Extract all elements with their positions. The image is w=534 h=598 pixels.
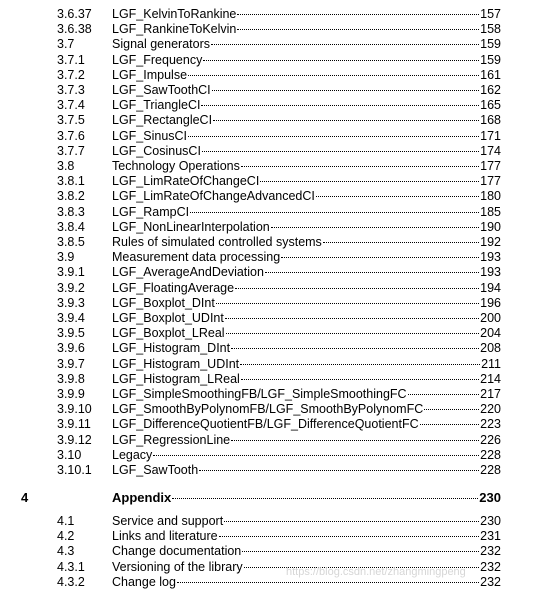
toc-entry-number: 3.9.1 (57, 265, 85, 280)
toc-entry-page: 168 (480, 113, 501, 128)
toc-entry-title: LGF_Boxplot_LReal (112, 326, 225, 341)
toc-entry-title: LGF_DifferenceQuotientFB/LGF_DifferenceQuotientFC (112, 417, 419, 432)
toc-entry-number: 4.3 (57, 544, 75, 559)
toc-entry-line (112, 463, 501, 478)
watermark-text: https://blog.csdn.net/zhangmingpeng (286, 566, 466, 578)
toc-entry-page: 193 (480, 265, 501, 280)
toc-entry-title: LGF_SawToothCI (112, 83, 211, 97)
toc-entry-number: 3.8.3 (57, 204, 85, 219)
toc-entry-page: 223 (480, 417, 501, 432)
toc-entry-number: 3.9.11 (57, 417, 91, 432)
toc-entry-title: Rules of simulated controlled systems (112, 235, 322, 249)
toc-entry-title: Change log (112, 574, 176, 589)
toc-entry-number: 3.9.7 (57, 356, 85, 371)
toc-entry-line (112, 129, 501, 144)
dot-leader (271, 227, 479, 228)
toc-entry-line (112, 326, 501, 341)
dot-leader (241, 379, 479, 380)
toc-entry-row[interactable] (0, 529, 534, 544)
toc-entry-line (112, 189, 501, 204)
toc-entry-row[interactable] (0, 357, 534, 372)
toc-entry-number: 3.9.9 (57, 387, 85, 401)
toc-entry-title: LGF_LimRateOfChangeAdvancedCI (112, 189, 315, 204)
toc-entry-number: 3.9.2 (57, 280, 85, 295)
dot-leader (242, 551, 479, 552)
toc-entry-number: 3.9.8 (57, 371, 85, 386)
toc-entry-number: 3.9.10 (57, 402, 92, 417)
toc-entry-title: LGF_RampCI (112, 204, 190, 219)
toc-entry-page: 230 (480, 514, 501, 528)
toc-entry-row[interactable] (0, 311, 534, 326)
toc-entry-title: Appendix (112, 490, 172, 505)
toc-entry-number: 4.3.1 (57, 559, 85, 574)
toc-entry-page: 200 (480, 311, 501, 325)
toc-entry-row[interactable] (0, 448, 534, 463)
toc-entry-page: 228 (480, 447, 501, 462)
toc-entry-page: 214 (480, 371, 501, 386)
toc-entry-page: 177 (480, 159, 501, 173)
toc-entry-page: 193 (480, 250, 501, 265)
toc-entry-row[interactable] (0, 7, 534, 22)
toc-entry-line (112, 53, 501, 68)
toc-entry-page: 232 (480, 574, 501, 589)
toc-entry-line (112, 220, 501, 235)
toc-entry-title: LGF_KelvinToRankine (112, 7, 237, 21)
toc-entry-number: 3.10 (57, 447, 82, 462)
toc-entry-page: 190 (480, 219, 501, 234)
toc-entry-page: 171 (480, 128, 501, 143)
toc-entry-line (112, 357, 501, 372)
dot-leader (212, 90, 479, 91)
dot-leader (190, 212, 479, 213)
toc-entry-line (112, 7, 501, 22)
toc-entry-number: 3.9.4 (57, 311, 85, 325)
toc-entry-page: 232 (480, 544, 501, 559)
toc-entry-line (112, 235, 501, 250)
toc-entry-row[interactable] (0, 296, 534, 311)
toc-entry-title: LGF_CosinusCI (112, 143, 201, 158)
dot-leader (226, 333, 480, 334)
dot-leader (237, 14, 479, 15)
toc-entry-line (112, 265, 501, 280)
toc-entry-page: 194 (480, 280, 501, 295)
toc-entry-number: 3.7.1 (57, 52, 85, 67)
toc-entry-row[interactable] (0, 417, 534, 432)
toc-entry-line (112, 448, 501, 463)
dot-leader (216, 303, 479, 304)
toc-entry-row[interactable] (0, 144, 534, 159)
dot-leader (240, 364, 480, 365)
dot-leader (225, 318, 479, 319)
dot-leader (323, 242, 479, 243)
toc-entry-line (112, 159, 501, 174)
toc-entry-number: 3.8.5 (57, 235, 85, 249)
toc-entry-number: 4.2 (57, 529, 75, 544)
dot-leader (172, 498, 478, 499)
toc-entry-line (112, 296, 501, 311)
dot-leader (316, 196, 479, 197)
toc-entry-line (112, 417, 501, 432)
toc-entry-number: 3.8.1 (57, 174, 85, 189)
toc-entry-row[interactable] (0, 281, 534, 296)
toc-entry-page: 231 (480, 529, 501, 544)
toc-entry-page: 217 (480, 387, 501, 401)
toc-entry-number: 3.6.38 (57, 22, 92, 37)
toc-entry-title: LGF_Histogram_UDInt (112, 356, 240, 371)
toc-entry-title: LGF_Frequency (112, 52, 203, 67)
toc-entry-line (112, 544, 501, 559)
toc-entry-number: 3.8.2 (57, 189, 85, 204)
dot-leader (231, 440, 479, 441)
toc-entry-title: Versioning of the library (112, 559, 243, 574)
toc-entry-number: 3.7.2 (57, 67, 85, 82)
dot-leader (241, 166, 479, 167)
toc-entry-row[interactable] (0, 98, 534, 113)
toc-entry-line (112, 341, 501, 356)
dot-leader (188, 75, 479, 76)
toc-entry-title: Measurement data processing (112, 250, 281, 265)
toc-entry-line (112, 144, 501, 159)
toc-entry-title: LGF_Impulse (112, 67, 188, 82)
toc-entry-number: 3.8.4 (57, 219, 85, 234)
toc-entry-row[interactable] (0, 83, 534, 98)
toc-entry-row[interactable] (0, 37, 534, 52)
toc-entry-title: LGF_TriangleCI (112, 98, 201, 113)
toc-entry-number: 3.8 (57, 159, 75, 173)
toc-entry-title: Legacy (112, 447, 153, 462)
dot-leader (203, 60, 479, 61)
toc-entry-row[interactable] (0, 463, 534, 478)
toc-entry-row[interactable] (0, 341, 534, 356)
toc-entry-page: 185 (480, 204, 501, 219)
dot-leader (231, 348, 479, 349)
toc-entry-number: 3.9.5 (57, 326, 85, 341)
toc-entry-row[interactable] (0, 372, 534, 387)
toc-entry-number: 3.7.5 (57, 113, 85, 128)
toc-entry-page: 208 (480, 341, 501, 356)
toc-entry-title: LGF_FloatingAverage (112, 280, 235, 295)
dot-leader (219, 536, 480, 537)
toc-entry-number: 4.3.2 (57, 574, 85, 589)
dot-leader (213, 120, 479, 121)
toc-entry-number: 4.1 (57, 514, 75, 528)
toc-entry-line (112, 311, 501, 326)
toc-entry-number: 3.9.3 (57, 295, 85, 310)
dot-leader (235, 288, 479, 289)
toc-entry-line (112, 387, 501, 402)
toc-entry-number: 4 (21, 490, 29, 505)
toc-entry-title: Change documentation (112, 544, 242, 559)
dot-leader (408, 394, 480, 395)
toc-entry-page: 211 (481, 356, 501, 371)
toc-entry-row[interactable] (0, 402, 534, 417)
toc-entry-title: LGF_SmoothByPolynomFB/LGF_SmoothByPolynomFC (112, 402, 424, 417)
toc-entry-row[interactable] (0, 544, 534, 559)
toc-entry-row[interactable] (0, 235, 534, 250)
toc-entry-page: 196 (480, 295, 501, 310)
toc-entry-line (112, 433, 501, 448)
toc-entry-line (112, 281, 501, 296)
toc-entry-number: 3.7.3 (57, 83, 85, 97)
dot-leader (424, 409, 479, 410)
toc-entry-row[interactable] (0, 514, 534, 529)
toc-entry-page: 228 (480, 463, 501, 477)
toc-entry-title: LGF_RegressionLine (112, 432, 231, 447)
toc-entry-number: 3.7.4 (57, 98, 85, 113)
toc-entry-line (112, 98, 501, 113)
toc-entry-title: LGF_Histogram_LReal (112, 371, 240, 386)
toc-entry-page: 177 (480, 174, 501, 189)
toc-entry-number: 3.6.37 (57, 7, 92, 21)
toc-entry-row[interactable] (0, 68, 534, 83)
toc-entry-line (112, 250, 501, 265)
toc-entry-title: LGF_Boxplot_UDInt (112, 311, 224, 325)
toc-entry-line (112, 402, 501, 417)
toc-entry-row[interactable] (0, 129, 534, 144)
toc-entry-title: LGF_LimRateOfChangeCI (112, 174, 260, 189)
toc-entry-line (112, 113, 501, 128)
toc-entry-row[interactable] (0, 387, 534, 402)
toc-entry-page: 180 (480, 189, 501, 204)
toc-entry-line (112, 490, 501, 505)
toc-entry-number: 3.9.6 (57, 341, 85, 356)
toc-entry-title: Service and support (112, 514, 224, 528)
toc-entry-page: 204 (480, 326, 501, 341)
dot-leader (224, 521, 479, 522)
toc-entry-page: 174 (480, 143, 501, 158)
dot-leader (153, 455, 479, 456)
toc-entry-row[interactable] (0, 53, 534, 68)
toc-entry-page: 165 (480, 98, 501, 113)
toc-chapter-row[interactable] (0, 490, 534, 505)
dot-leader (202, 151, 479, 152)
toc-entry-page: 230 (479, 490, 501, 505)
toc-entry-page: 159 (480, 37, 501, 52)
toc-entry-number: 3.9 (57, 250, 75, 265)
toc-entry-page: 192 (480, 235, 501, 249)
toc-entry-row[interactable] (0, 205, 534, 220)
toc-entry-row[interactable] (0, 113, 534, 128)
toc-entry-page: 232 (480, 559, 501, 574)
dot-leader (199, 470, 479, 471)
toc-entry-row[interactable] (0, 220, 534, 235)
dot-leader (265, 272, 479, 273)
toc-entry-line (112, 68, 501, 83)
toc-entry-title: Links and literature (112, 529, 218, 544)
toc-entry-title: LGF_RankineToKelvin (112, 22, 237, 37)
toc-entry-title: LGF_Boxplot_DInt (112, 295, 215, 310)
toc-entry-number: 3.9.12 (57, 432, 92, 447)
dot-leader (201, 105, 479, 106)
dot-leader (281, 257, 479, 258)
toc-entry-line (112, 529, 501, 544)
toc-entry-title: LGF_SinusCI (112, 128, 188, 143)
toc-entry-number: 3.7 (57, 37, 75, 52)
toc-entry-line (112, 514, 501, 529)
toc-entry-number: 3.7.7 (57, 143, 85, 158)
toc-entry-line (112, 37, 501, 52)
toc-entry-page: 159 (480, 52, 501, 67)
toc-entry-line (112, 22, 501, 37)
toc-entry-row[interactable] (0, 326, 534, 341)
dot-leader (237, 29, 479, 30)
toc-entry-row[interactable] (0, 174, 534, 189)
toc-entry-page: 226 (480, 432, 501, 447)
toc-entry-page: 157 (480, 7, 501, 21)
toc-entry-row[interactable] (0, 22, 534, 37)
toc-entry-title: LGF_NonLinearInterpolation (112, 219, 270, 234)
toc-entry-title: Signal generators (112, 37, 210, 52)
toc-entry-page: 158 (480, 22, 501, 37)
toc-entry-line (112, 174, 501, 189)
toc-entry-row[interactable] (0, 189, 534, 204)
toc-entry-row[interactable] (0, 265, 534, 280)
toc-entry-title: LGF_RectangleCI (112, 113, 213, 128)
dot-leader (420, 424, 480, 425)
toc-entry-row[interactable] (0, 250, 534, 265)
toc-entry-row[interactable] (0, 159, 534, 174)
toc-entry-line (112, 205, 501, 220)
dot-leader (188, 136, 479, 137)
toc-entry-row[interactable] (0, 433, 534, 448)
toc-entry-page: 162 (480, 83, 501, 97)
toc-entry-title: LGF_Histogram_DInt (112, 341, 231, 356)
dot-leader (211, 44, 479, 45)
toc-entry-title: LGF_AverageAndDeviation (112, 265, 264, 280)
toc-entry-page: 220 (480, 402, 501, 417)
toc-entry-line (112, 372, 501, 387)
toc-entry-number: 3.7.6 (57, 128, 85, 143)
toc-entry-title: Technology Operations (112, 159, 240, 173)
dot-leader (260, 181, 479, 182)
dot-leader (177, 582, 479, 583)
toc-entry-title: LGF_SimpleSmoothingFB/LGF_SimpleSmoothingFC (112, 387, 407, 401)
toc-entry-number: 3.10.1 (57, 463, 92, 477)
toc-entry-line (112, 83, 501, 98)
toc-entry-title: LGF_SawTooth (112, 463, 199, 477)
toc-entry-page: 161 (480, 67, 501, 82)
